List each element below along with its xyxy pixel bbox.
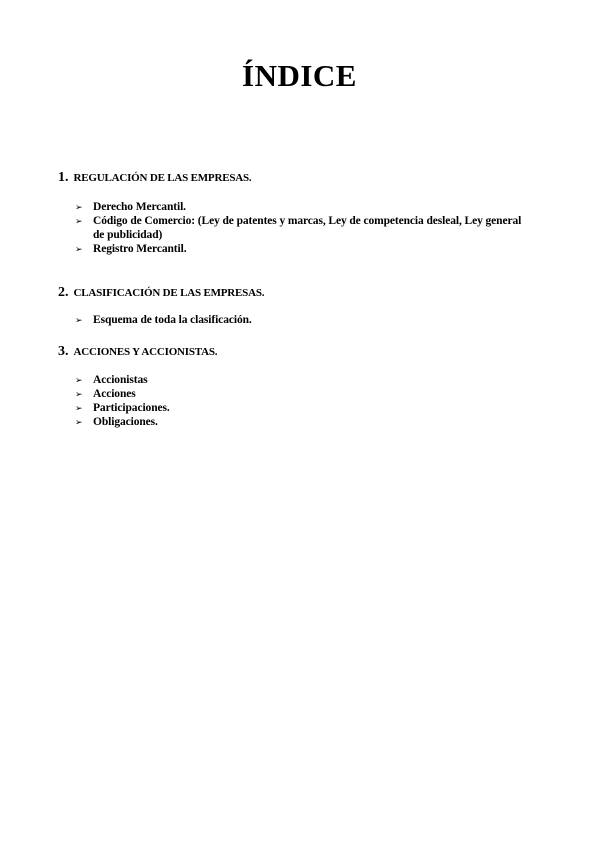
arrow-bullet-icon: ➢: [75, 389, 83, 399]
section-heading: [58, 344, 528, 362]
bullet-list: [58, 373, 528, 429]
list-item: [58, 242, 528, 256]
bullet-list: [58, 313, 528, 327]
arrow-bullet-icon: ➢: [75, 315, 83, 325]
section-number: 1.: [58, 170, 69, 185]
section-clasificacion: [58, 285, 528, 327]
list-item-text: Código de Comercio: (Ley de patentes y marcas, Ley de competencia desleal, Ley general de publicidad): [93, 215, 522, 241]
arrow-bullet-icon: ➢: [75, 403, 83, 413]
section-number: 3.: [58, 344, 69, 359]
list-item-text: Acciones: [93, 388, 136, 400]
section-number: 2.: [58, 285, 69, 300]
list-item-text: Esquema de toda la clasificación.: [93, 314, 252, 326]
arrow-bullet-icon: ➢: [75, 375, 83, 385]
section-heading: [58, 170, 528, 188]
arrow-bullet-icon: ➢: [75, 202, 83, 212]
list-item-text: Obligaciones.: [93, 416, 158, 428]
list-item: [58, 313, 528, 327]
section-title: ACCIONES Y ACCIONISTAS.: [73, 346, 218, 358]
bullet-list: [58, 200, 528, 256]
list-item: [58, 373, 528, 387]
arrow-bullet-icon: ➢: [75, 216, 83, 226]
arrow-bullet-icon: ➢: [75, 417, 83, 427]
section-acciones: [58, 344, 528, 429]
list-item: [58, 214, 528, 242]
list-item: [58, 200, 528, 214]
arrow-bullet-icon: ➢: [75, 244, 83, 254]
section-title: CLASIFICACIÓN DE LAS EMPRESAS.: [73, 287, 265, 299]
list-item-text: Participaciones.: [93, 402, 170, 414]
list-item-text: Registro Mercantil.: [93, 243, 187, 255]
section-regulacion: [58, 170, 528, 256]
section-title: REGULACIÓN DE LAS EMPRESAS.: [73, 172, 252, 184]
page-title: ÍNDICE: [242, 58, 357, 93]
list-item: [58, 387, 528, 401]
list-item: [58, 415, 528, 429]
section-heading: [58, 285, 528, 303]
list-item: [58, 401, 528, 415]
list-item-text: Derecho Mercantil.: [93, 201, 186, 213]
list-item-text: Accionistas: [93, 374, 148, 386]
